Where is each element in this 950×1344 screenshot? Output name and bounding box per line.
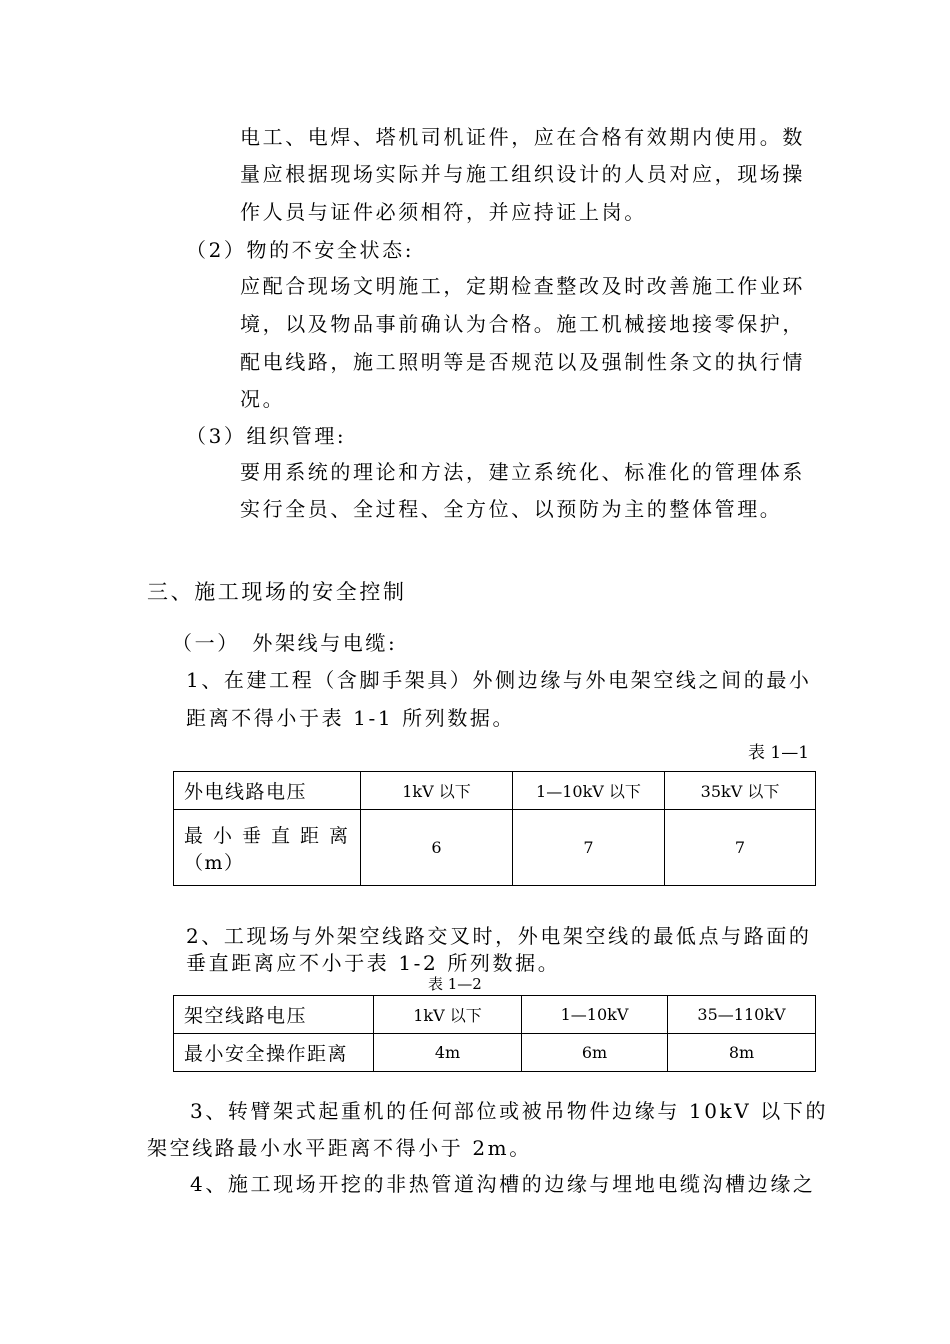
item2-line1: 2、工现场与外架空线路交叉时，外电架空线的最低点与路面的 [186, 924, 812, 948]
table2-header-cell: 1—10kV [522, 996, 668, 1034]
table2-cell: 6m [522, 1034, 668, 1072]
table2-header-cell: 35—110kV [668, 996, 816, 1034]
table1-row-label-line2: （m） [184, 851, 245, 874]
item3-line1: 3、转臂架式起重机的任何部位或被吊物件边缘与 10kV 以下的 [190, 1099, 829, 1123]
para2-line2: 境，以及物品事前确认为合格。施工机械接地接零保护， [240, 312, 805, 336]
table2-row-label: 最小安全操作距离 [174, 1034, 374, 1072]
para1-line3: 作人员与证件必须相符，并应持证上岗。 [240, 200, 647, 224]
item2-line2: 垂直距离应不小于表 1-2 所列数据。 [186, 951, 561, 975]
table2-cell: 8m [668, 1034, 816, 1072]
table1-data-row [174, 810, 816, 886]
item4-line1: 4、施工现场开挖的非热管道沟槽的边缘与埋地电缆沟槽边缘之 [190, 1172, 816, 1196]
table1-cell: 7 [513, 810, 665, 886]
table2 [173, 995, 816, 1072]
heading-item-3: （3）组织管理: [186, 424, 347, 448]
table2-data-row [174, 1034, 816, 1072]
table1-header-cell: 1kV 以下 [361, 772, 513, 810]
table1-header-label: 外电线路电压 [174, 772, 361, 810]
table1-cell: 6 [361, 810, 513, 886]
para2-line3: 配电线路，施工照明等是否规范以及强制性条文的执行情 [240, 350, 805, 374]
section-title: 三、施工现场的安全控制 [147, 580, 407, 604]
table2-header-row [174, 996, 816, 1034]
table1-header-row [174, 772, 816, 810]
table1-row-label-line1: 最小垂直距离 [184, 824, 359, 847]
table2-cell: 4m [374, 1034, 522, 1072]
table2-caption: 表 1—2 [428, 975, 482, 993]
para2-line4: 况。 [240, 387, 286, 411]
table1 [173, 771, 816, 886]
para3-line2: 实行全员、全过程、全方位、以预防为主的整体管理。 [240, 497, 783, 521]
table1-header-cell: 1—10kV 以下 [513, 772, 665, 810]
table2-header-cell: 1kV 以下 [374, 996, 522, 1034]
item1-line1: 1、在建工程（含脚手架具）外侧边缘与外电架空线之间的最小 [186, 668, 812, 692]
para3-line1: 要用系统的理论和方法，建立系统化、标准化的管理体系 [240, 460, 805, 484]
para2-line1: 应配合现场文明施工，定期检查整改及时改善施工作业环 [240, 274, 805, 298]
table2-header-label: 架空线路电压 [174, 996, 374, 1034]
heading-item-2: （2）物的不安全状态: [186, 238, 415, 262]
table1-cell: 7 [665, 810, 816, 886]
para1-line2: 量应根据现场实际并与施工组织设计的人员对应，现场操 [240, 162, 805, 186]
item1-line2: 距离不得小于表 1-1 所列数据。 [186, 706, 516, 730]
subsection-title: （一） 外架线与电缆: [172, 631, 398, 655]
item3-line2: 架空线路最小水平距离不得小于 2m。 [147, 1136, 532, 1160]
para1-line1: 电工、电焊、塔机司机证件，应在合格有效期内使用。数 [240, 125, 805, 149]
table1-header-cell: 35kV 以下 [665, 772, 816, 810]
table1-caption: 表 1—1 [748, 743, 810, 763]
table1-row-label [174, 810, 361, 886]
